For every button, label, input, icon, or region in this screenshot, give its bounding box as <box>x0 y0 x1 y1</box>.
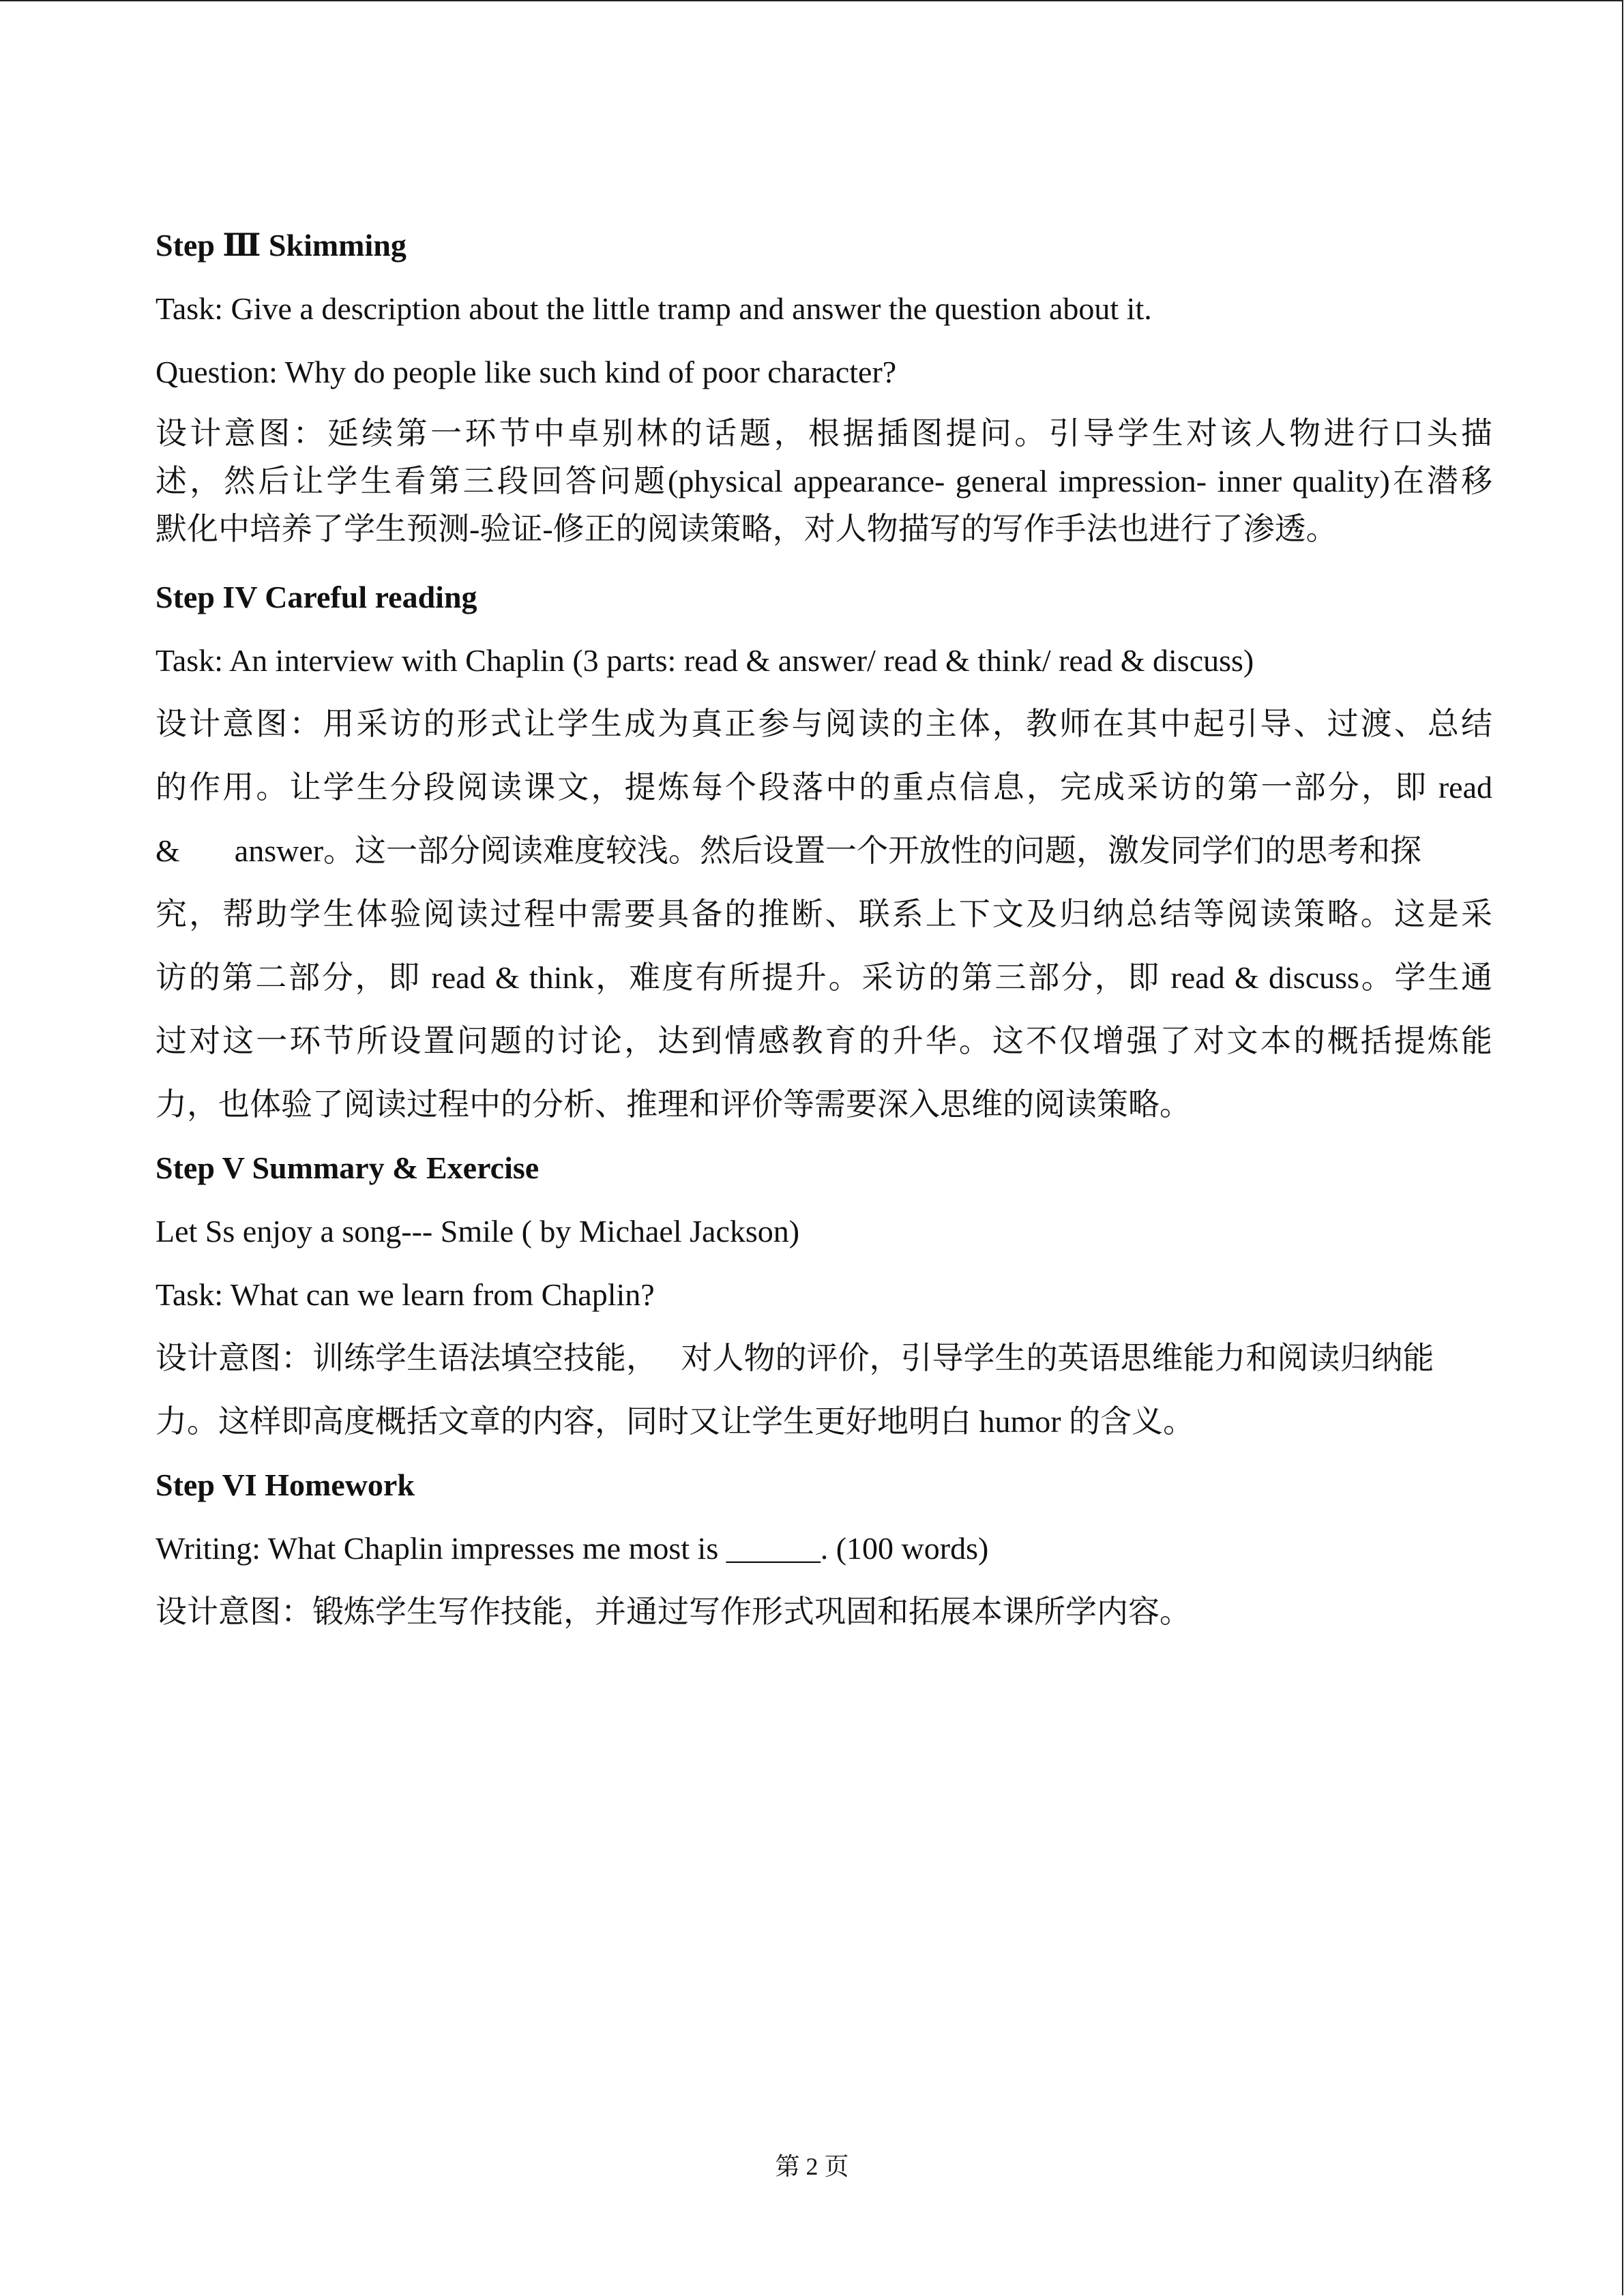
step4-intent-line-4: 究，帮助学生体验阅读过程中需要具备的推断、联系上下文及归纳总结等阅读策略。这是采 <box>156 897 1492 931</box>
step6-heading: Step VI Homework <box>156 1467 415 1502</box>
step4-intent-line-6: 过对这一环节所设置问题的讨论，达到情感教育的升华。这不仅增强了对文本的概括提炼能 <box>156 1024 1492 1058</box>
step5-heading: Step V Summary & Exercise <box>156 1150 540 1185</box>
step3-intent-line-2: 述，然后让学生看第三段回答问题(physical appearance- general impression- inner quality)在潜移 <box>156 464 1492 498</box>
step5-task: Task: What can we learn from Chaplin? <box>156 1277 655 1312</box>
step3-intent-line-3: 默化中培养了学生预测-验证-修正的阅读策略，对人物描写的写作手法也进行了渗透。 <box>156 511 1338 546</box>
step6-intent: 设计意图：锻炼学生写作技能，并通过写作形式巩固和拓展本课所学内容。 <box>156 1594 1191 1629</box>
step3-heading: Step Ⅲ Skimming <box>156 228 407 263</box>
page-number: 第 2 页 <box>775 2153 849 2180</box>
document-body <box>156 225 1492 1632</box>
step6-writing: Writing: What Chaplin impresses me most is ______. (100 words) <box>156 1531 989 1566</box>
step4-intent-line-3 <box>156 831 1492 871</box>
step3-question: Question: Why do people like such kind of poor character? <box>156 355 897 389</box>
step4-intent-line-3-text: answer。这一部分阅读难度较浅。然后设置一个开放性的问题，激发同学们的思考和探 <box>234 833 1422 868</box>
step4-intent-line-1: 设计意图：用采访的形式让学生成为真正参与阅读的主体，教师在其中起引导、过渡、总结 <box>156 706 1492 741</box>
step4-intent-line-5: 访的第二部分，即 read & think，难度有所提升。采访的第三部分，即 read & discuss。学生通 <box>156 960 1492 995</box>
step3-intent-line-1: 设计意图：延续第一环节中卓别林的话题，根据插图提问。引导学生对该人物进行口头描 <box>156 416 1492 451</box>
step3-task: Task: Give a description about the little tramp and answer the question about it. <box>156 291 1152 326</box>
step5-song: Let Ss enjoy a song--- Smile ( by Michael Jackson) <box>156 1214 800 1249</box>
step4-intent-line-7: 力，也体验了阅读过程中的分析、推理和评价等需要深入思维的阅读策略。 <box>156 1087 1191 1122</box>
step5-intent-line-1: 设计意图：训练学生语法填空技能， 对人物的评价，引导学生的英语思维能力和阅读归纳能 <box>156 1341 1434 1375</box>
step4-intent-line-2: 的作用。让学生分段阅读课文，提炼每个段落中的重点信息，完成采访的第一部分，即 read <box>156 770 1492 805</box>
step4-task: Task: An interview with Chaplin (3 parts: read & answer/ read & think/ read & discuss) <box>156 643 1254 678</box>
step5-intent-line-2: 力。这样即高度概括文章的内容，同时又让学生更好地明白 humor 的含义。 <box>156 1404 1195 1439</box>
step4-heading: Step IV Careful reading <box>156 580 477 614</box>
ampersand: & <box>156 833 180 868</box>
